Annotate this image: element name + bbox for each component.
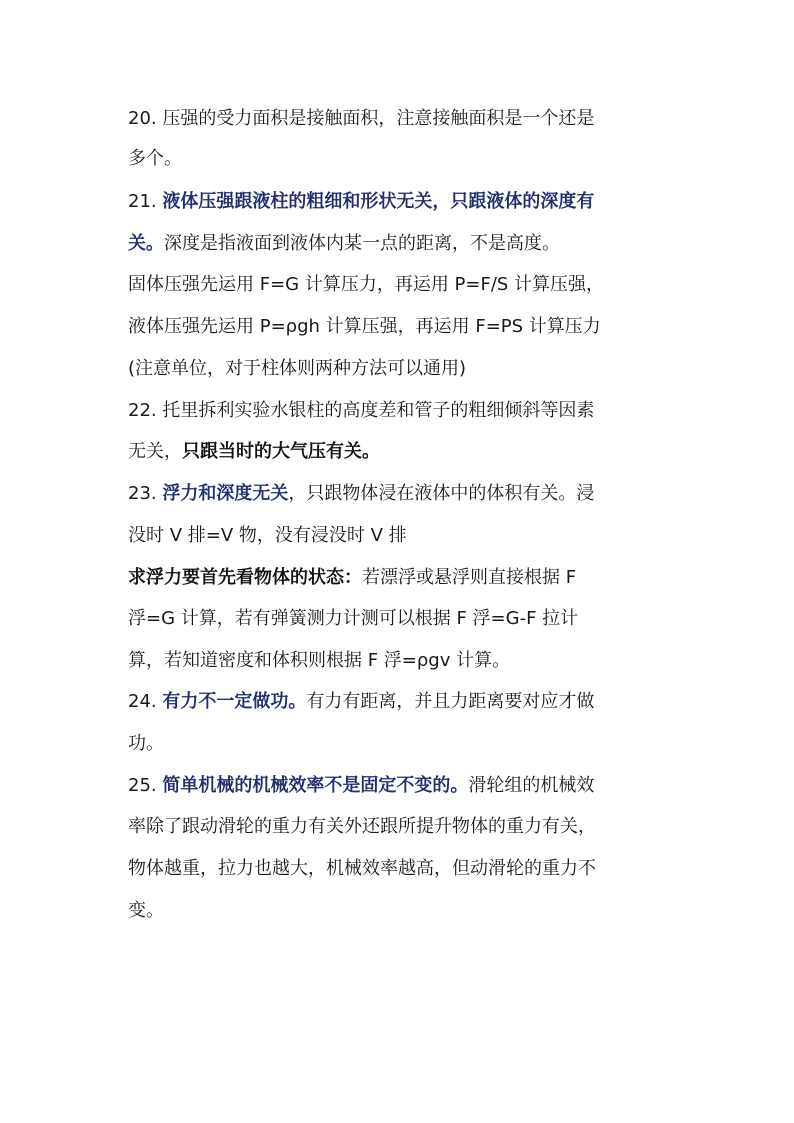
- item-25-emphasis: 简单机械的机械效率不是固定不变的。: [162, 775, 469, 796]
- item-25-line-1: [128, 774, 688, 798]
- item-23-line-3: [128, 566, 688, 590]
- item-22-emphasis: 只跟当时的大气压有关。: [182, 441, 380, 462]
- item-23-line-4: [128, 607, 688, 631]
- item-24-text: 有力有距离，并且力距离要对应才做: [306, 691, 595, 712]
- item-25-number: 25.: [128, 775, 163, 796]
- item-22-line-1: [128, 399, 688, 423]
- item-25-text-cont-2: 物体越重，拉力也越大，机械效率越高，但动滑轮的重力不: [128, 858, 596, 879]
- item-23-state-text: 若漂浮或悬浮则直接根据 F: [362, 567, 577, 588]
- item-23-state-heading: 求浮力要首先看物体的状态：: [128, 567, 362, 588]
- item-23-emphasis: 浮力和深度无关: [162, 483, 289, 504]
- item-24-line-2: [128, 732, 688, 756]
- item-24-line-1: [128, 690, 688, 714]
- item-21-liquid-pressure: 液体压强先运用 P=ρgh 计算压强，再运用 F=PS 计算压力: [128, 316, 601, 337]
- item-21-emphasis: 液体压强跟液柱的粗细和形状无关，只跟液体的深度有: [162, 191, 595, 212]
- item-21-line-1: [128, 190, 688, 214]
- item-22-line-2: [128, 440, 688, 464]
- item-25-line-2: [128, 815, 688, 839]
- item-23-density-formula: 算，若知道密度和体积则根据 F 浮=ρgv 计算。: [128, 650, 511, 671]
- item-25-text-cont-3: 变。: [128, 900, 164, 921]
- item-25-line-4: [128, 899, 688, 923]
- item-20-line-2: [128, 147, 688, 171]
- item-20-text: 20. 压强的受力面积是接触面积，注意接触面积是一个还是: [128, 108, 595, 129]
- item-23-line-2: [128, 524, 688, 548]
- item-20-line-1: [128, 107, 688, 131]
- item-25-line-3: [128, 857, 688, 881]
- item-21-note: (注意单位，对于柱体则两种方法可以通用): [128, 358, 467, 379]
- item-25-text: 滑轮组的机械效: [468, 775, 595, 796]
- item-21-number: 21.: [128, 191, 163, 212]
- item-23-text-cont: 没时 V 排=V 物，没有浸没时 V 排: [128, 525, 407, 546]
- item-24-emphasis: 有力不一定做功。: [162, 691, 307, 712]
- item-21-line-2: [128, 232, 688, 256]
- item-22-text-cont: 无关，: [128, 441, 182, 462]
- item-23-line-5: [128, 649, 688, 673]
- item-21-line-5: [128, 357, 688, 381]
- item-23-text: ，只跟物体浸在液体中的体积有关。浸: [288, 483, 595, 504]
- item-23-buoyancy-formula: 浮=G 计算，若有弹簧测力计测可以根据 F 浮=G-F 拉计: [128, 608, 579, 629]
- item-24-text-cont: 功。: [128, 733, 164, 754]
- item-21-line-4: [128, 315, 688, 339]
- item-21-text: 深度是指液面到液体内某一点的距离，不是高度。: [164, 233, 560, 254]
- item-21-solid-pressure: 固体压强先运用 F=G 计算压力，再运用 P=F/S 计算压强，: [128, 274, 605, 295]
- item-20-text-cont: 多个。: [128, 148, 182, 169]
- item-25-text-cont-1: 率除了跟动滑轮的重力有关外还跟所提升物体的重力有关，: [128, 816, 596, 837]
- item-23-number: 23.: [128, 483, 163, 504]
- item-21-emphasis-cont: 关。: [128, 233, 164, 254]
- item-23-line-1: [128, 482, 688, 506]
- item-21-line-3: [128, 273, 688, 297]
- item-22-text: 22. 托里拆利实验水银柱的高度差和管子的粗细倾斜等因素: [128, 400, 595, 421]
- item-24-number: 24.: [128, 691, 163, 712]
